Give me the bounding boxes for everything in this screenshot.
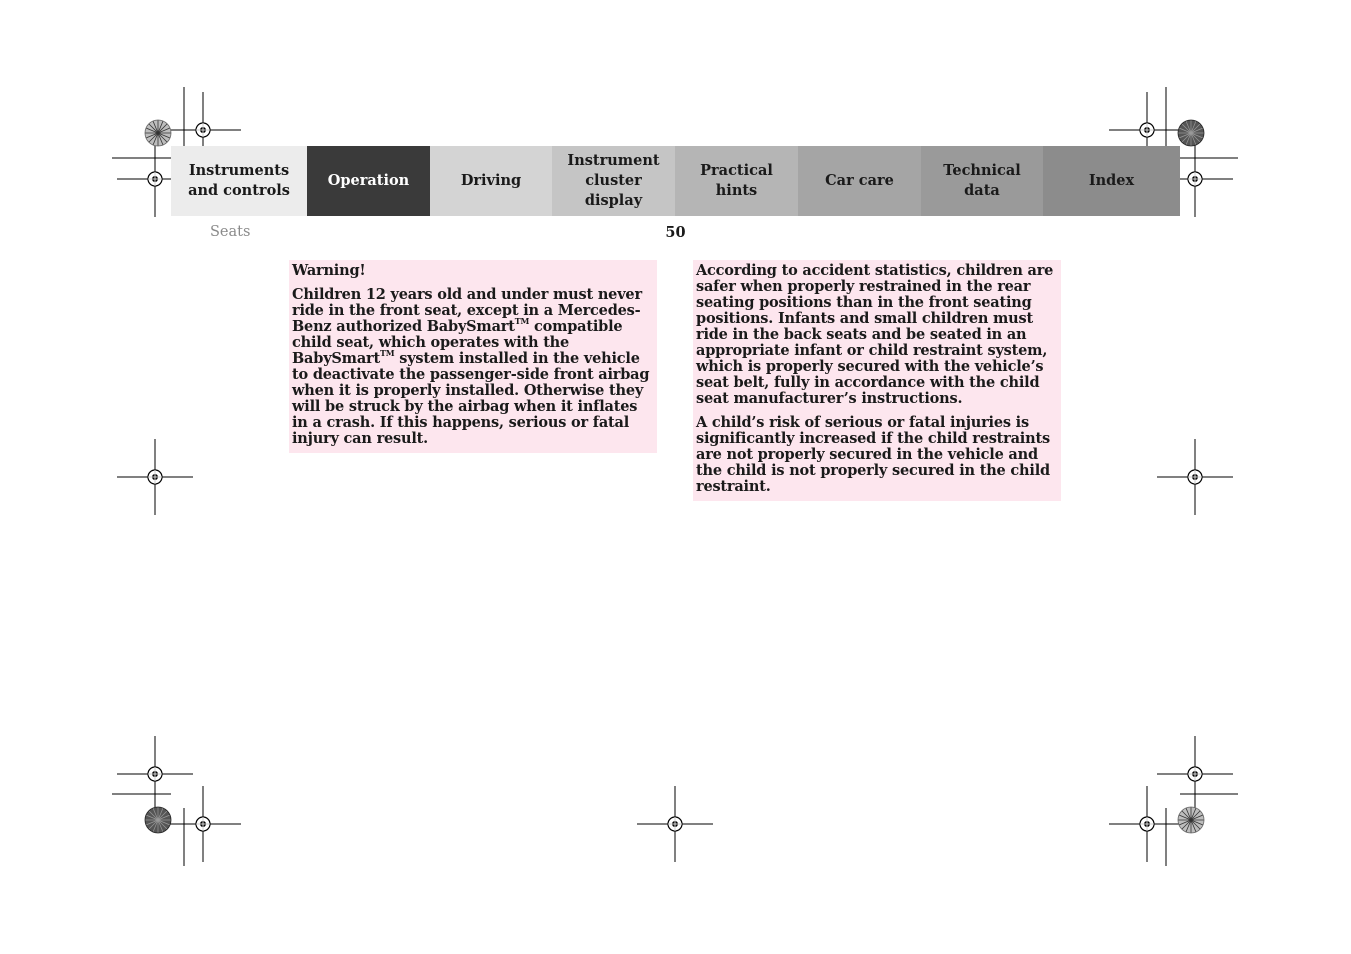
section-title: Seats bbox=[210, 224, 251, 240]
warning-box bbox=[289, 260, 657, 453]
tab-car-care[interactable]: Car care bbox=[798, 146, 921, 216]
tab-operation[interactable]: Operation bbox=[307, 146, 430, 216]
page-number: 50 bbox=[665, 224, 686, 241]
info-paragraph: According to accident statistics, children are safer when properly restrained in the rear seating positions than in the front seating positions. Infants and small children must ride in the back seats and be seated in an appropriate infant or child restraint system, which is properly secured with the vehicle’s seat belt, fully in accordance with the child seat manufacturer’s instructions. bbox=[696, 262, 1054, 407]
info-box bbox=[693, 260, 1061, 501]
tab-instruments-and-controls[interactable]: Instruments and controls bbox=[171, 146, 307, 216]
info-paragraph: A child’s risk of serious or fatal injuries is significantly increased if the child restraints are not properly secured in the vehicle and the child is not properly secured in the child restraint. bbox=[696, 414, 1050, 495]
tab-index[interactable]: Index bbox=[1043, 146, 1180, 216]
warning-title: Warning! bbox=[292, 262, 366, 279]
tab-practical-hints[interactable]: Practical hints bbox=[675, 146, 798, 216]
tab-instrument-cluster-display[interactable]: Instrument cluster display bbox=[552, 146, 675, 216]
tab-technical-data[interactable]: Technical data bbox=[921, 146, 1043, 216]
trademark-mark: TM bbox=[379, 348, 395, 359]
trademark-mark: TM bbox=[514, 316, 530, 327]
chapter-nav bbox=[171, 146, 1180, 216]
tab-driving[interactable]: Driving bbox=[430, 146, 552, 216]
warning-text: Children 12 years old and under must never ride in the front seat, except in a Mercedes-Benz authorized BabySmart™ compatible child seat, which operates with the BabySmart™ system installed in the vehicle to deactivate the passenger-side front airbag when it is properly installed. Otherwise they will be struck by the airbag when it inflates in a crash. If this happens, serious or fatal injury can result. bbox=[292, 286, 650, 447]
